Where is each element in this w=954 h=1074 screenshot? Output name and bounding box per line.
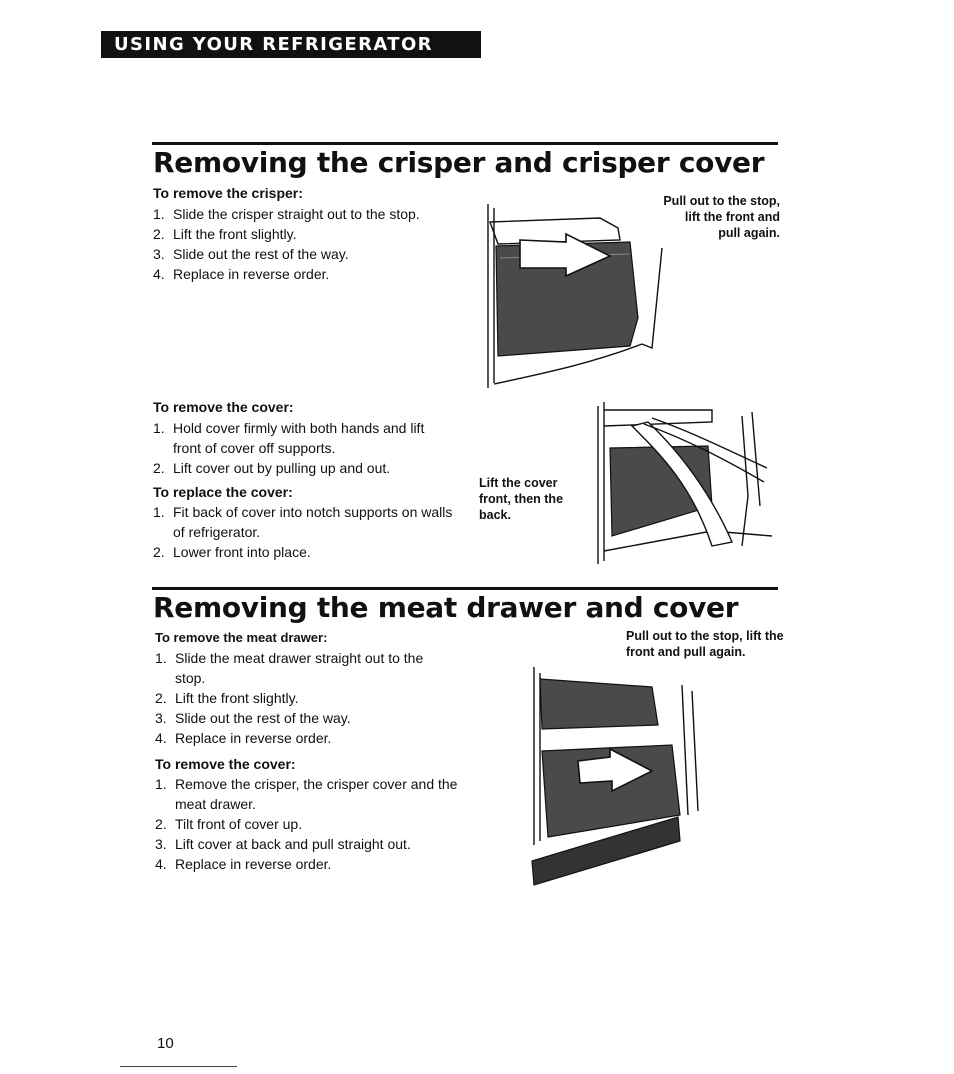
- step-item: [153, 502, 453, 542]
- step-item: [153, 264, 453, 284]
- replace-cover-heading: To replace the cover:: [153, 484, 293, 500]
- figure2-caption: Lift the cover front, then the back.: [479, 476, 564, 522]
- step-number: 2.: [153, 544, 165, 560]
- crisper-section-title: Removing the crisper and crisper cover: [153, 146, 765, 179]
- section-banner: USING YOUR REFRIGERATOR: [101, 31, 481, 58]
- step-text: Slide out the rest of the way.: [175, 710, 351, 726]
- step-text: Lift cover at back and pull straight out.: [175, 836, 411, 852]
- step-number: 3.: [155, 836, 167, 852]
- step-number: 2.: [153, 460, 165, 476]
- step-text: Fit back of cover into notch supports on walls of refrigerator.: [173, 504, 453, 540]
- step-number: 1.: [153, 420, 165, 436]
- figure1-caption: Pull out to the stop, lift the front and pull again.: [663, 194, 780, 240]
- meat-drawer-illustration: [512, 665, 712, 890]
- step-item: [153, 418, 453, 458]
- step-item: [155, 834, 460, 854]
- step-text: Replace in reverse order.: [173, 266, 330, 282]
- step-text: Hold cover firmly with both hands and lift front of cover off supports.: [173, 420, 425, 456]
- remove-crisper-heading: To remove the crisper:: [153, 185, 303, 201]
- step-number: 2.: [155, 816, 167, 832]
- step-text: Lift the front slightly.: [175, 690, 299, 706]
- step-text: Replace in reverse order.: [175, 856, 332, 872]
- page-number: 10: [157, 1035, 174, 1052]
- step-number: 3.: [155, 710, 167, 726]
- crisper-pull-out-illustration: [480, 198, 670, 398]
- footer-line: [120, 1066, 237, 1067]
- remove-cover-steps: [153, 418, 453, 478]
- step-item: [153, 224, 453, 244]
- step-text: Lift the front slightly.: [173, 226, 297, 242]
- step-text: Lift cover out by pulling up and out.: [173, 460, 391, 476]
- replace-cover-steps: [153, 502, 453, 562]
- step-item: [155, 648, 447, 688]
- step-number: 4.: [155, 856, 167, 872]
- remove-meat-cover-steps: [155, 774, 460, 874]
- step-number: 2.: [153, 226, 165, 242]
- section-rule-crisper: [152, 142, 778, 145]
- step-item: [155, 728, 447, 748]
- step-number: 4.: [153, 266, 165, 282]
- step-item: [155, 688, 447, 708]
- step-number: 3.: [153, 246, 165, 262]
- step-number: 4.: [155, 730, 167, 746]
- step-item: [153, 542, 453, 562]
- step-item: [155, 814, 460, 834]
- figure3-caption: Pull out to the stop, lift the front and pull again.: [626, 629, 784, 659]
- step-number: 2.: [155, 690, 167, 706]
- step-text: Slide out the rest of the way.: [173, 246, 349, 262]
- step-item: [155, 708, 447, 728]
- step-text: Remove the crisper, the crisper cover and the meat drawer.: [175, 776, 458, 812]
- remove-meat-cover-heading: To remove the cover:: [155, 756, 296, 772]
- step-item: [153, 244, 453, 264]
- section-rule-meat: [152, 587, 778, 590]
- step-text: Replace in reverse order.: [175, 730, 332, 746]
- remove-crisper-steps: [153, 204, 453, 284]
- step-number: 1.: [153, 206, 165, 222]
- remove-meat-drawer-steps: [155, 648, 447, 748]
- step-number: 1.: [155, 650, 167, 666]
- step-text: Slide the meat drawer straight out to the stop.: [175, 650, 424, 686]
- step-item: [155, 774, 460, 814]
- step-item: [155, 854, 460, 874]
- remove-cover-heading: To remove the cover:: [153, 399, 294, 415]
- step-text: Slide the crisper straight out to the stop.: [173, 206, 420, 222]
- step-number: 1.: [153, 504, 165, 520]
- step-text: Lower front into place.: [173, 544, 311, 560]
- remove-meat-drawer-heading: To remove the meat drawer:: [155, 630, 328, 645]
- meat-section-title: Removing the meat drawer and cover: [153, 591, 739, 624]
- step-number: 1.: [155, 776, 167, 792]
- step-text: Tilt front of cover up.: [175, 816, 303, 832]
- crisper-cover-lift-illustration: [592, 396, 777, 566]
- step-item: [153, 458, 453, 478]
- step-item: [153, 204, 453, 224]
